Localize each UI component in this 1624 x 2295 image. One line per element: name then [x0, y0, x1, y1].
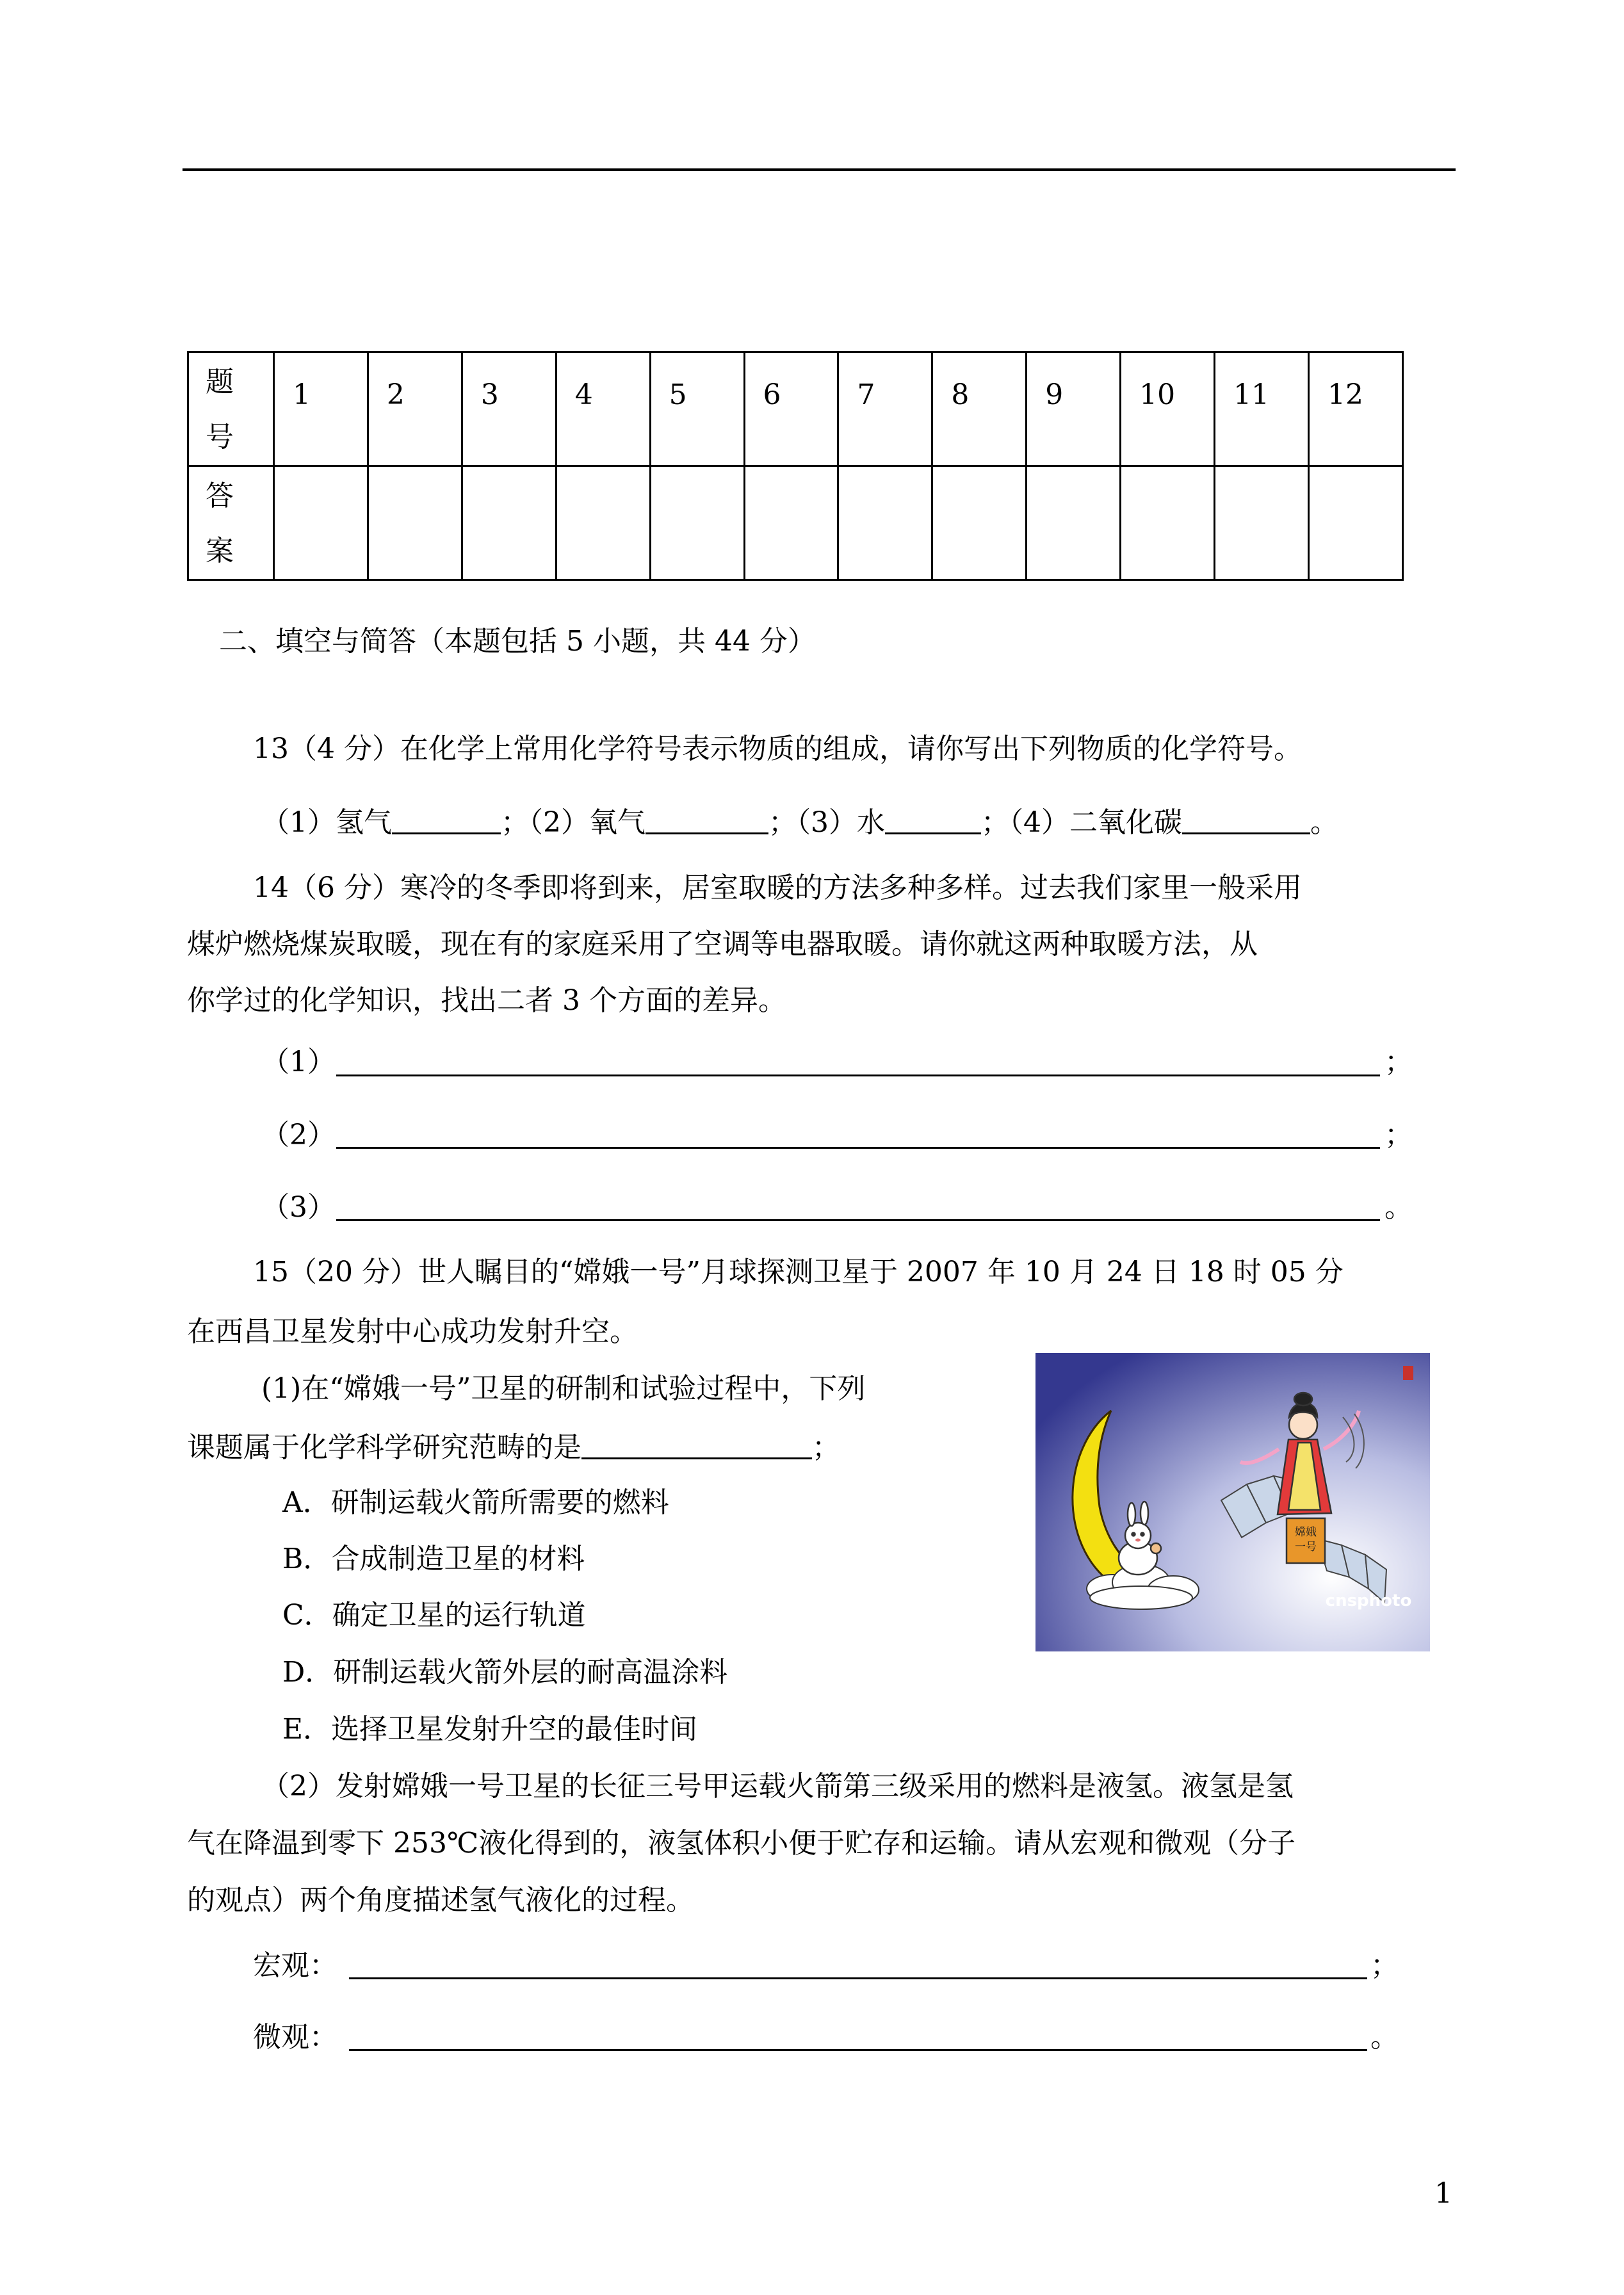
- question-number-cell: 9: [1027, 352, 1121, 466]
- q15-macro-label: 宏观：: [253, 1949, 337, 1982]
- q15-macro-semicolon: ；: [1370, 1949, 1399, 1982]
- answer-table-answer-row: [188, 466, 1403, 580]
- q15-sub2-line-1: （2）发射嫦娥一号卫星的长征三号甲运载火箭第三级采用的燃料是液氢。液氢是氢: [261, 1770, 1294, 1803]
- q14-line-1: 14（6 分）寒冷的冬季即将到来，居室取暖的方法多种多样。过去我们家里一般采用: [253, 872, 1302, 904]
- answer-cell[interactable]: [1215, 466, 1309, 580]
- question-number-cell: 10: [1121, 352, 1215, 466]
- answer-table: [187, 351, 1404, 581]
- q15-micro-answer-line[interactable]: [349, 2049, 1367, 2051]
- q14-semicolon-2: ；: [1384, 1119, 1413, 1151]
- q13-blanks-line: （1）氢气 ；（2）氧气 ；（3）水 ；（4）二氧化碳 。: [261, 806, 1338, 839]
- q14-item-1-label: （1）: [261, 1046, 336, 1078]
- q14-item-2-label: （2）: [261, 1119, 336, 1151]
- q14-answer-line-3[interactable]: [336, 1219, 1380, 1221]
- q15-option-d: D．研制运载火箭外层的耐高温涂料: [282, 1656, 728, 1689]
- q13-blank-1[interactable]: [392, 807, 501, 834]
- q15-option-e: E．选择卫星发射升空的最佳时间: [282, 1713, 698, 1746]
- question-number-cell: 8: [932, 352, 1027, 466]
- q14-line-2: 煤炉燃烧煤炭取暖，现在有的家庭采用了空调等电器取暖。请你就这两种取暖方法，从: [187, 928, 1258, 961]
- box-label-line-2: 一号: [1295, 1541, 1317, 1553]
- question-number-cell: 4: [556, 352, 650, 466]
- answer-cell[interactable]: [1027, 466, 1121, 580]
- q13-blank-4[interactable]: [1182, 807, 1310, 834]
- q13-blank-2[interactable]: [646, 807, 768, 834]
- change-cartoon-image: [1035, 1353, 1430, 1651]
- q15-option-b: B．合成制造卫星的材料: [282, 1543, 585, 1575]
- answer-cell[interactable]: [462, 466, 556, 580]
- q15-micro-label: 微观：: [253, 2021, 337, 2054]
- answer-cell[interactable]: [1308, 466, 1402, 580]
- answer-cell[interactable]: [650, 466, 744, 580]
- satellite-box-icon: [1287, 1518, 1325, 1563]
- question-number-cell: 3: [462, 352, 556, 466]
- q15-micro-period: 。: [1370, 2021, 1399, 2054]
- q15-option-a: A．研制运载火箭所需要的燃料: [282, 1486, 669, 1519]
- q15-macro-answer-line[interactable]: [349, 1977, 1367, 1979]
- question-number-cell: 5: [650, 352, 744, 466]
- answer-cell[interactable]: [838, 466, 932, 580]
- q13-stem: 13（4 分）在化学上常用化学符号表示物质的组成，请你写出下列物质的化学符号。: [253, 733, 1302, 765]
- answer-cell[interactable]: [368, 466, 462, 580]
- q15-line-2: 在西昌卫星发射中心成功发射升空。: [187, 1315, 638, 1348]
- question-number-cell: 2: [368, 352, 462, 466]
- question-number-cell: 12: [1308, 352, 1402, 466]
- answer-cell[interactable]: [274, 466, 368, 580]
- q14-semicolon-1: ；: [1384, 1046, 1413, 1078]
- answer-cell[interactable]: [1121, 466, 1215, 580]
- answer-table-number-row: [188, 352, 1403, 466]
- q14-period: 。: [1384, 1191, 1413, 1224]
- question-number-cell: 6: [744, 352, 838, 466]
- table-header-answer: 答 案: [188, 466, 274, 580]
- change-illustration: [1035, 1353, 1430, 1651]
- question-number-cell: 1: [274, 352, 368, 466]
- q15-line-1: 15（20 分）世人瞩目的“嫦娥一号”月球探测卫星于 2007 年 10 月 24 日 18 时 05 分: [253, 1256, 1344, 1288]
- q15-sub1-blank[interactable]: [581, 1432, 812, 1459]
- seal-stamp-icon: [1403, 1366, 1413, 1380]
- cnsphoto-watermark: cnsphoto: [1325, 1591, 1412, 1610]
- q14-answer-line-1[interactable]: [336, 1075, 1380, 1076]
- answer-cell[interactable]: [744, 466, 838, 580]
- q15-sub1-line-1: (1)在“嫦娥一号”卫星的研制和试验过程中，下列: [261, 1372, 866, 1405]
- q15-sub2-line-2: 气在降温到零下 253℃液化得到的，液氢体积小便于贮存和运输。请从宏观和微观（分子: [187, 1827, 1296, 1860]
- q15-option-c: C．确定卫星的运行轨道: [282, 1599, 586, 1632]
- q14-answer-line-2[interactable]: [336, 1147, 1380, 1149]
- answer-cell[interactable]: [556, 466, 650, 580]
- q13-blank-3[interactable]: [885, 807, 981, 834]
- section-2-title: 二、填空与简答（本题包括 5 小题，共 44 分）: [219, 625, 816, 658]
- answer-cell[interactable]: [932, 466, 1027, 580]
- page-number: 1: [1434, 2177, 1452, 2210]
- q14-line-3: 你学过的化学知识，找出二者 3 个方面的差异。: [187, 984, 786, 1017]
- table-header-question-number: 题 号: [188, 352, 274, 466]
- box-label-line-1: 嫦娥: [1295, 1526, 1317, 1539]
- q15-sub1-line-2: 课题属于化学科学研究范畴的是 ；: [187, 1431, 840, 1464]
- q15-sub2-line-3: 的观点）两个角度描述氢气液化的过程。: [187, 1884, 694, 1917]
- header-rule: [183, 168, 1456, 171]
- question-number-cell: 11: [1215, 352, 1309, 466]
- question-number-cell: 7: [838, 352, 932, 466]
- q14-item-3-label: （3）: [261, 1191, 336, 1224]
